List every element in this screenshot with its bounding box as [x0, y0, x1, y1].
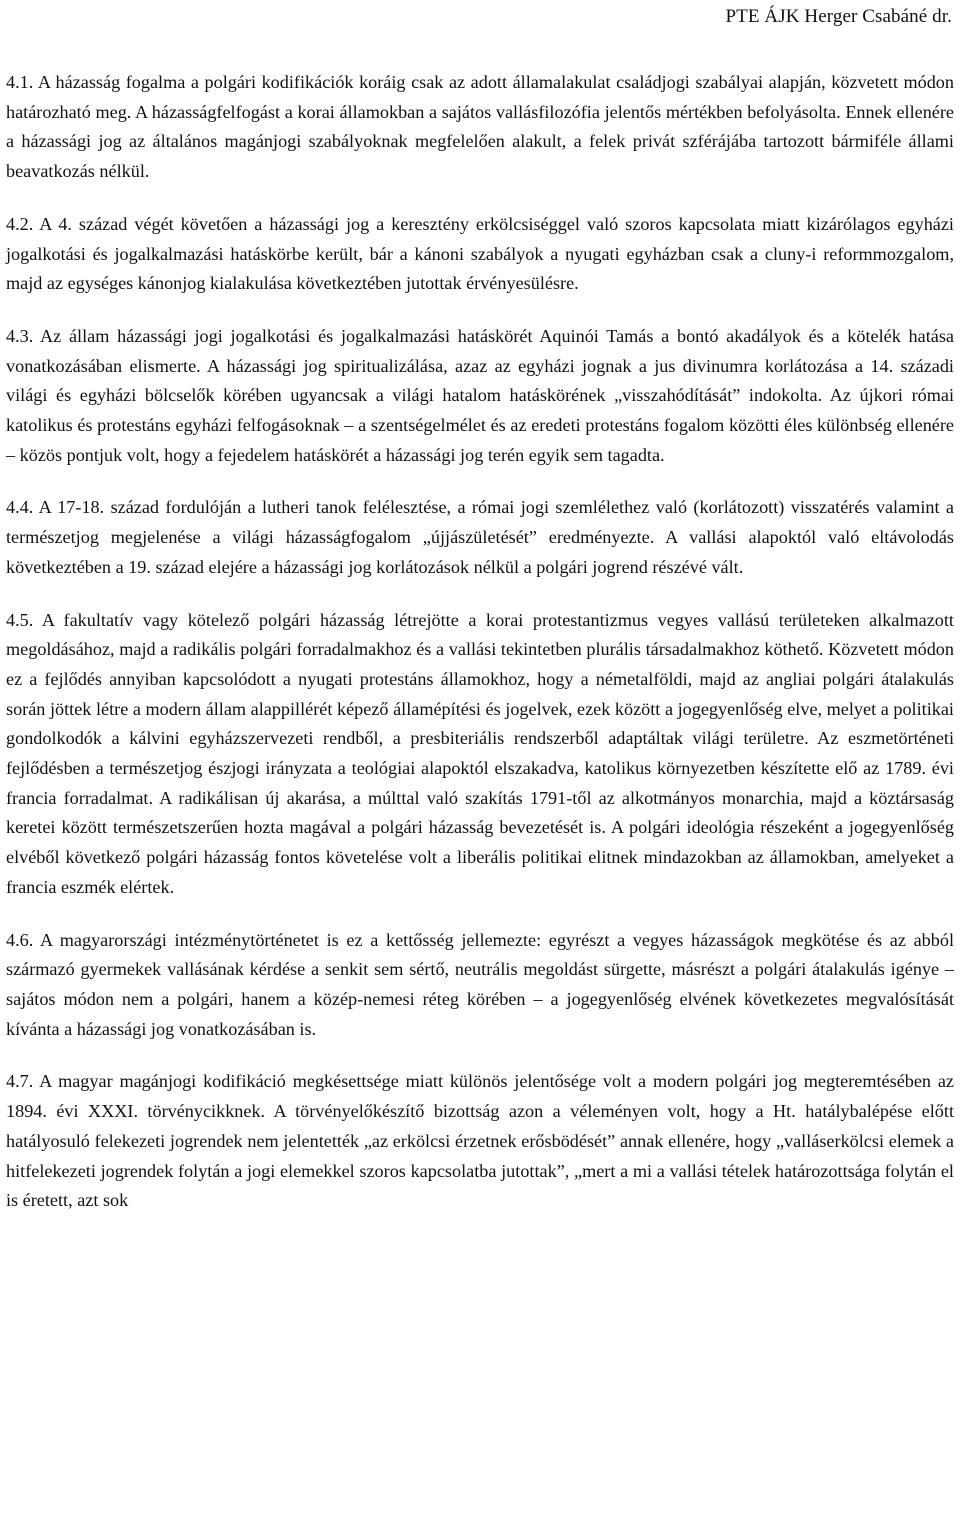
paragraph-4-1 [6, 68, 954, 187]
paragraph-number: 4.7. [6, 1071, 34, 1092]
paragraph-text: A 4. század végét követően a házassági jog a keresztény erkölcsiséggel való szoros kapcsolata miatt kizárólagos egyházi jogalkotási és jogalkalmazási hatáskörbe került, bár a kánoni szabályok a nyugati egyházban csak a cluny-i reformmozgalom, majd az egységes kánonjog kialakulása következtében jutottak érvényesülésre. [6, 213, 954, 294]
paragraph-number: 4.1. [6, 72, 34, 92]
paragraph-4-6 [6, 926, 954, 1045]
paragraph-text: Az állam házassági jogi jogalkotási és jogalkalmazási hatáskörét Aquinói Tamás a bontó akadályok és a kötelék hatása vonatkozásában elismerte. A házassági jog spiritualizálása, azaz az egyházi jognak a jus divinumra korlátozása a 14. századi világi és egyházi bölcselők körében ugyancsak a világi hatalom hatáskörének „visszahódítását” indokolta. Az újkori római katolikus és protestáns egyházi felfogásoknak – a szentségelmélet és az eredeti protestáns fogalom közötti éles különbség ellenére – közös pontjuk volt, hogy a fejedelem hatáskörét a házassági jog terén egyik sem tagadta. [6, 325, 954, 465]
paragraph-text: A 17-18. század fordulóján a lutheri tanok felélesztése, a római jogi szemlélethez való (korlátozott) visszatérés valamint a természetjog megjelenése a világi házasságfogalom „újjászületését” eredményezte. A vallási alapoktól való eltávolodás következtében a 19. század elejére a házassági jog korlátozások nélkül a polgári jogrend részévé vált. [6, 497, 954, 577]
paragraph-4-2 [6, 210, 954, 299]
paragraph-4-4 [6, 493, 954, 582]
paragraph-number: 4.3. [6, 325, 34, 346]
paragraph-number: 4.4. [6, 497, 34, 518]
paragraph-text: A magyarországi intézménytörténetet is ez a kettősség jellemezte: egyrészt a vegyes házasságok megkötése és az abból származó gyermekek vallásának kérdése a senkit sem sértő, neutrális megoldást sürgette, másrészt a polgári átalakulás igénye – sajátos módon nem a polgári, hanem a közép-nemesi réteg körében – a jogegyenlőség elvének következetes megvalósítását kívánta a házassági jog vonatkozásában is. [6, 929, 955, 1039]
paragraph-4-5 [6, 606, 954, 903]
paragraph-number: 4.6. [6, 929, 34, 950]
paragraph-number: 4.5. [6, 609, 34, 630]
paragraph-text: A fakultatív vagy kötelező polgári házasság létrejötte a korai protestantizmus vegyes vallású területeken alkalmazott megoldásához, majd a radikális polgári forradalmakhoz és a vallási tekintetben plurális társadalmakhoz köthető. Közvetett módon ez a fejlődés annyiban kapcsolódott a nyugati protestáns államokhoz, hogy a németalföldi, majd az angliai polgári átalakulás során jöttek létre a modern állam alappillérét képező államépítési és jogelvek, ezek között a jogegyenlőség elve, melyet a politikai gondolkodók a kálvini egyházszervezeti rendből, a presbiteriális rendszerből adaptáltak világi területre. Az eszmetörténeti fejlődésben a természetjog észjogi irányzata a teológiai alapoktól elszakadva, katolikus környezetben készítette elő az 1789. évi francia forradalmat. A radikálisan új akarása, a múlttal való szakítás 1791-től az alkotmányos monarchia, majd a köztársaság keretei között természetszerűen hozta magával a polgári házasság bevezetését is. A polgári ideológia részeként a jogegyenlőség elvéből következő polgári házasság fontos követelése volt a liberális politikai elitnek mindazokban az államokban, amelyeket a francia eszmék elértek. [6, 609, 954, 897]
paragraph-number: 4.2. [6, 213, 34, 234]
paragraph-text: A magyar magánjogi kodifikáció megkésettsége miatt különös jelentősége volt a modern polgári jog megteremtésében az 1894. évi XXXI. törvénycikknek. A törvényelőkészítő bizottság azon a véleményen volt, hogy a Ht. hatálybalépése előtt hatályosuló felekezeti jogrendek nem jelentették „az erkölcsi érzetnek erősbödését” annak ellenére, hogy „valláserkölcsi elemek a hitfelekezeti jogrendek folytán a jogi elemekkel szoros kapcsolatba jutottak”, „mert a mi a vallási tételek határozottsága folytán el is éretett, azt sok [6, 1071, 955, 1211]
running-header: PTE ÁJK Herger Csabáné dr. [725, 6, 952, 27]
paragraph-4-3 [6, 322, 954, 471]
body-text [6, 68, 954, 1216]
paragraph-4-7 [6, 1067, 954, 1216]
paragraph-text: A házasság fogalma a polgári kodifikációk koráig csak az adott államalakulat családjogi szabályai alapján, közvetett módon határozható meg. A házasságfelfogást a korai államokban a sajátos vallásfilozófia jelentős mértékben befolyásolta. Ennek ellenére a házassági jog az általános magánjogi szabályoknak megfelelően alakult, a felek privát szférájába tartozott bármiféle állami beavatkozás nélkül. [6, 72, 954, 182]
